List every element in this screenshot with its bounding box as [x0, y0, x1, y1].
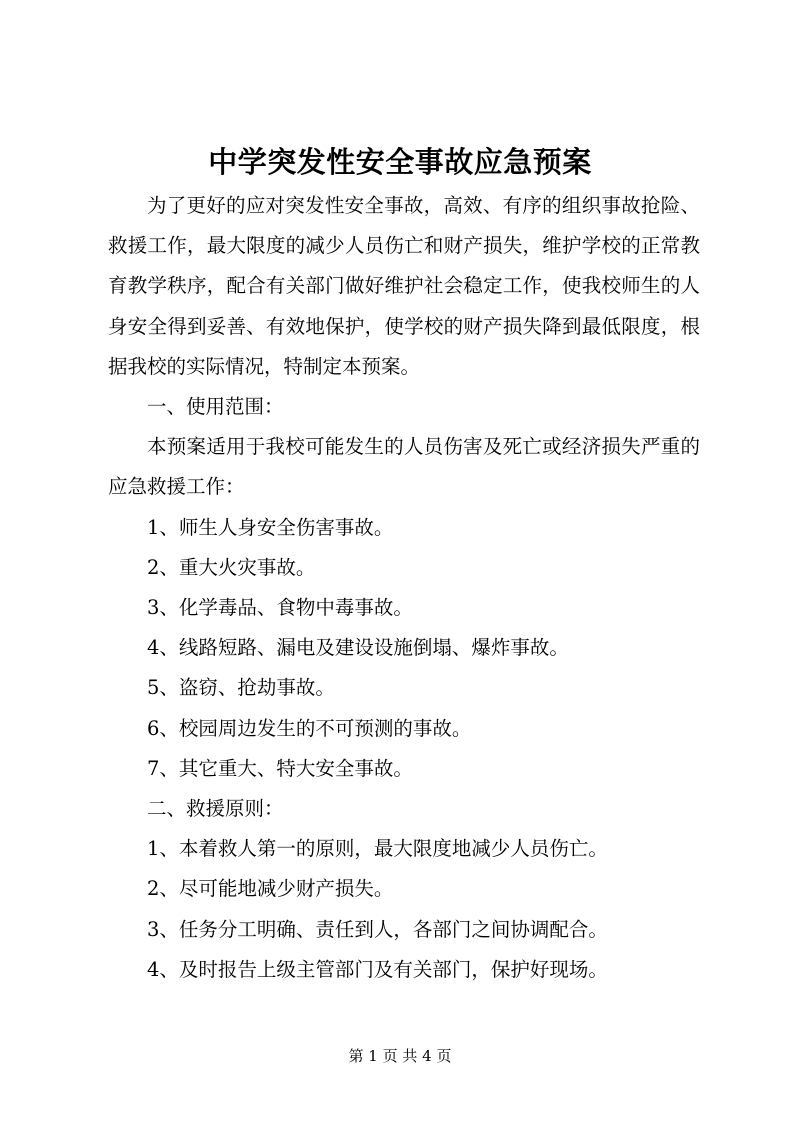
intro-paragraph: 为了更好的应对突发性安全事故，高效、有序的组织事故抢险、救援工作，最大限度的减少人员伤亡和财产损失，维护学校的正常教育教学秩序，配合有关部门做好维护社会稳定工作，使我校师生的人身安全得到妥善、有效地保护，使学校的财产损失降到最低限度，根据我校的实际情况，特制定本预案。 [108, 194, 700, 378]
section-heading-principles: 二、救援原则： [147, 797, 284, 821]
list-item: 1、本着救人第一的原则，最大限度地减少人员伤亡。 [147, 837, 608, 861]
list-item: 2、尽可能地减少财产损失。 [147, 877, 394, 901]
section-heading-scope: 一、使用范围： [147, 395, 284, 419]
list-item: 5、盗窃、抢劫事故。 [147, 676, 335, 700]
list-item: 3、化学毒品、食物中毒事故。 [147, 596, 413, 620]
list-item: 4、及时报告上级主管部门及有关部门，保护好现场。 [147, 957, 608, 981]
document-body [108, 186, 700, 990]
page-footer: 第 1 页 共 4 页 [348, 1047, 452, 1065]
list-item: 1、师生人身安全伤害事故。 [147, 515, 394, 539]
list-item: 2、重大火灾事故。 [147, 555, 316, 579]
scope-paragraph: 本预案适用于我校可能发生的人员伤害及死亡或经济损失严重的应急救援工作： [108, 435, 700, 499]
list-item: 7、其它重大、特大安全事故。 [147, 756, 413, 780]
list-item: 4、线路短路、漏电及建设设施倒塌、爆炸事故。 [147, 636, 569, 660]
list-item: 3、任务分工明确、责任到人，各部门之间协调配合。 [147, 917, 608, 941]
document-title: 中学突发性安全事故应急预案 [208, 145, 592, 179]
list-item: 6、校园周边发生的不可预测的事故。 [147, 716, 472, 740]
